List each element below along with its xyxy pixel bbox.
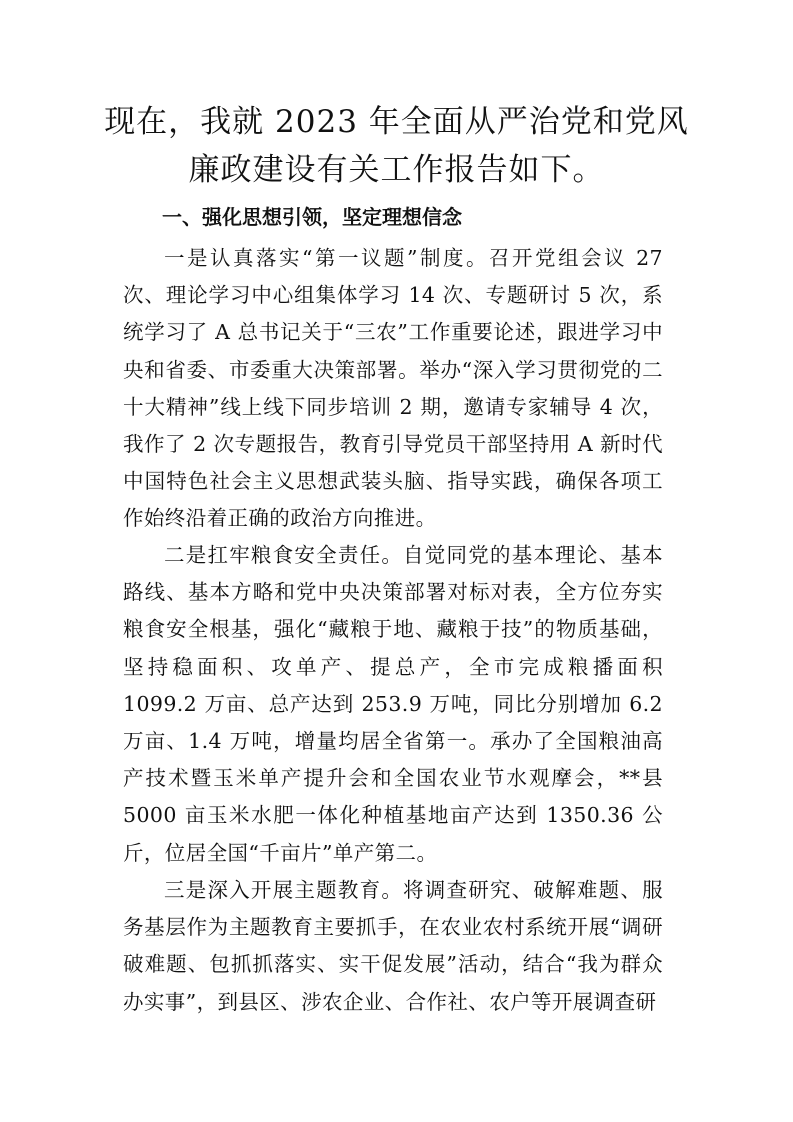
paragraph-1: 一是认真落实“第一议题”制度。召开党组会议 27 次、理论学习中心组集体学习 14 次、专题研讨 5 次，系统学习了 A 总书记关于“三农”工作重要论述，跟进学习中央和省委、市委重大决策部署。举办“深入学习贯彻党的二十大精神”线上线下同步培训 2 期，邀请专家辅导 4 次，我作了 2 次专题报告，教育引导党员干部坚持用 A 新时代中国特色社会主义思想武装头脑、指导实践，确保各项工作始终沿着正确的政治方向推进。 [123,246,663,531]
paragraph-2: 二是扛牢粮食安全责任。自觉同党的基本理论、基本路线、基本方略和党中央决策部署对标对表，全方位夯实粮食安全根基，强化“藏粮于地、藏粮于技”的物质基础，坚持稳面积、攻单产、提总产，全市完成粮播面积 1099.2 万亩、总产达到 253.9 万吨，同比分别增加 6.2 万亩、1.4 万吨，增量均居全省第一。承办了全国粮油高产技术暨玉米单产提升会和全国农业节水观摩会，**县 5000 亩玉米水肥一体化种植基地亩产达到 1350.36 公斤，位居全国“千亩片”单产第二。 [123,543,663,865]
title-line-2: 廉政建设有关工作报告如下。 [188,152,605,188]
document-title [100,98,693,194]
section-heading: 一、强化思想引领，坚定理想信念 [162,205,462,229]
paragraph-3: 三是深入开展主题教育。将调查研究、破解难题、服务基层作为主题教育主要抓手，在农业农村系统开展“调研破难题、包抓抓落实、实干促发展”活动，结合“我为群众办实事”，到县区、涉农企业、合作社、农户等开展调查研 [123,878,663,1014]
title-line-1: 现在，我就 2023 年全面从严治党和党风 [104,104,689,140]
